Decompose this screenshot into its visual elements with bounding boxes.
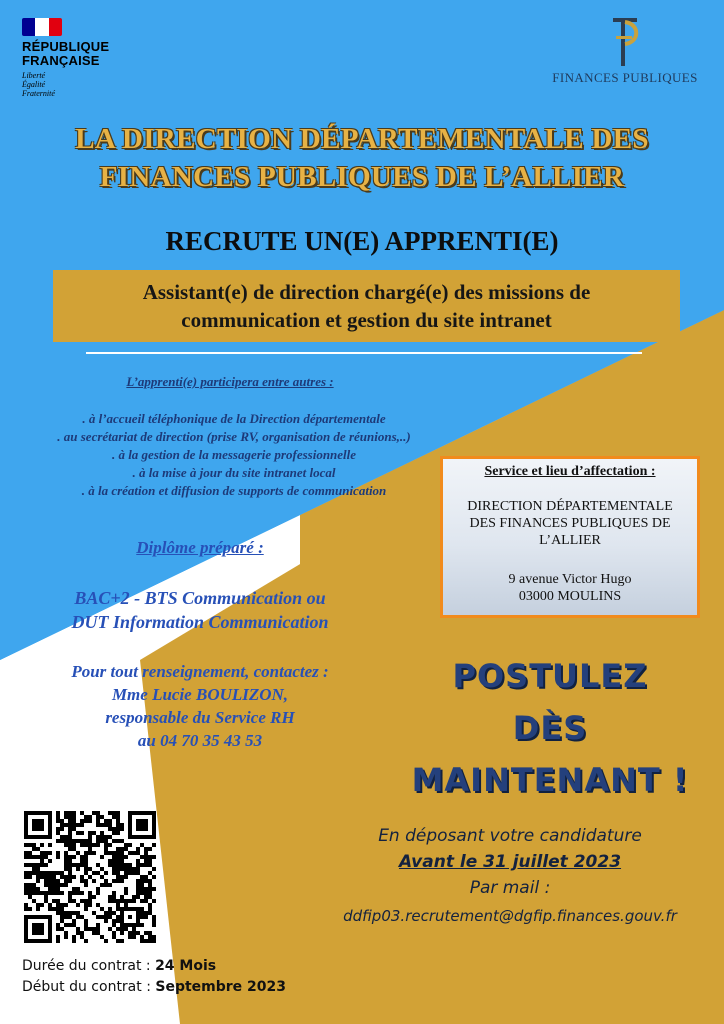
finances-publiques-name: FINANCES PUBLIQUES — [552, 70, 698, 85]
contract-start — [22, 977, 286, 998]
contact-role: responsable du Service RH — [105, 708, 295, 727]
application-info — [300, 823, 720, 929]
contract-duration-label: Durée du contrat : — [22, 958, 156, 974]
contract-duration — [22, 956, 286, 977]
main-title-line-2: FINANCES PUBLIQUES DE L’ALLIER — [99, 161, 625, 193]
contact-phone: au 04 70 35 43 53 — [137, 731, 263, 750]
republique-francaise-name: RÉPUBLIQUE FRANÇAISE — [22, 39, 110, 68]
mission-item: . à l’accueil téléphonique de la Direction départementale — [82, 411, 386, 426]
service-street: 9 avenue Victor Hugo — [508, 572, 632, 587]
service-name-line-1: DIRECTION DÉPARTEMENTALE — [467, 499, 673, 514]
contact-name: Mme Lucie BOULIZON, — [111, 685, 289, 704]
service-location-box — [440, 456, 700, 618]
contract-start-label: Début du contrat : — [22, 979, 156, 995]
diplome-label: Diplôme préparé : — [136, 538, 264, 557]
qr-code[interactable] — [24, 811, 156, 943]
republique-francaise-logo — [22, 18, 132, 98]
mission-item: . à la mise à jour du site intranet local — [132, 465, 336, 480]
job-title-box — [53, 270, 680, 342]
apply-now-line-1: POSTULEZ — [452, 657, 648, 695]
apply-now-line-3: MAINTENANT ! — [411, 761, 689, 799]
missions-list — [0, 410, 468, 500]
apply-now-heading — [385, 650, 715, 806]
application-deadline: Avant le 31 juillet 2023 — [398, 852, 622, 872]
mission-item: . à la gestion de la messagerie professionnelle — [111, 447, 357, 462]
missions-intro: L’apprenti(e) participera entre autres : — [126, 374, 334, 389]
diplome-details — [0, 586, 400, 634]
french-flag-icon — [22, 18, 62, 36]
finances-publiques-emblem-icon — [608, 14, 642, 68]
mission-item: . à la création et diffusion de supports de communication — [81, 483, 387, 498]
contract-start-value: Septembre 2023 — [155, 979, 287, 995]
contact-info — [0, 660, 400, 752]
republic-motto: Liberté Égalité Fraternité — [22, 71, 55, 98]
application-by-mail: Par mail : — [469, 878, 551, 898]
contract-duration-value: 24 Mois — [155, 958, 217, 974]
service-name-line-3: L’ALLIER — [539, 533, 601, 548]
service-name — [443, 498, 697, 549]
mission-item: . au secrétariat de direction (prise RV, organisation de réunions,..) — [57, 429, 411, 444]
job-title-line-1: Assistant(e) de direction chargé(e) des missions de — [142, 280, 591, 304]
contract-info — [22, 956, 286, 998]
service-address — [443, 571, 697, 605]
service-city: 03000 MOULINS — [518, 589, 622, 604]
contact-line-1: Pour tout renseignement, contactez : — [71, 662, 329, 681]
diplome-line-2: DUT Information Communication — [71, 612, 329, 632]
recrute-heading: RECRUTE UN(E) APPRENTI(E) — [165, 226, 559, 256]
application-line-1: En déposant votre candidature — [378, 826, 642, 846]
diplome-line-1: BAC+2 - BTS Communication ou — [74, 588, 326, 608]
service-title: Service et lieu d’affectation : — [484, 464, 656, 479]
main-title-line-1: LA DIRECTION DÉPARTEMENTALE DES — [75, 123, 649, 155]
finances-publiques-logo — [540, 14, 710, 86]
application-email-link[interactable]: ddfip03.recrutement@dgfip.finances.gouv.fr — [343, 907, 677, 925]
main-title — [0, 120, 724, 196]
job-title-line-2: communication et gestion du site intranet — [181, 308, 552, 332]
apply-now-line-2: DÈS — [512, 709, 588, 747]
section-divider — [86, 352, 642, 354]
service-name-line-2: DES FINANCES PUBLIQUES DE — [469, 516, 671, 531]
